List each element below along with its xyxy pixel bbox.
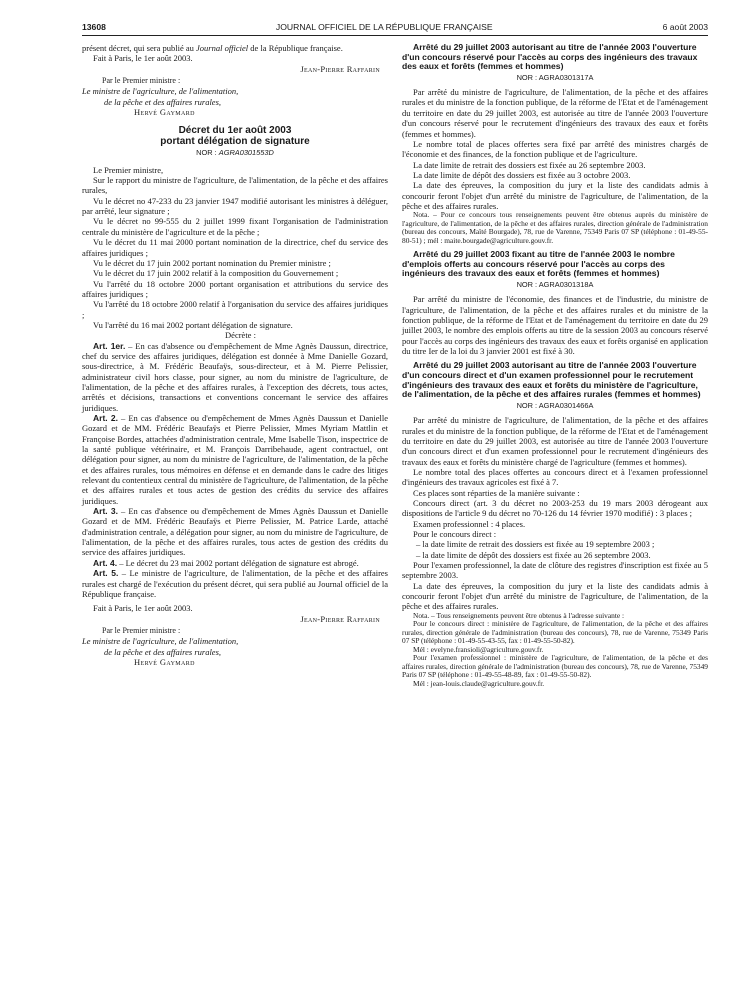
arrete3-paragraph: Examen professionnel : 4 places. [413, 518, 526, 529]
arrete3-body [402, 415, 708, 539]
minister2-title-line1: Le ministre de l'agriculture, de l'alimentation, [82, 636, 239, 647]
arrete2-body [402, 294, 708, 356]
visa-paragraph: Vu l'arrêté du 18 octobre 2000 relatif à l'organisation du service des affaires juridiques ; [82, 299, 388, 320]
arrete3-nota-line: Nota. – Tous renseignements peuvent être obtenus à l'adresse suivante : [413, 610, 625, 620]
article-text: – Le ministre de l'agriculture, de l'alimentation, de la pêche et des affaires rurales est chargé de l'exécution du présent décret, qui sera publié au Journal officiel de la République française. [82, 568, 388, 599]
signature-block-2 [82, 626, 388, 667]
signer-name: Jean-Pierre Raffarin [300, 63, 380, 74]
visa-paragraph: Vu le décret du 17 juin 2002 portant nomination du Premier ministre ; [93, 257, 331, 268]
arrete1-paragraph: Par arrêté du ministre de l'agriculture, de l'alimentation, de la pêche et des affaires rurales et du ministre de la fonction publique, de la réforme de l'Etat et de l'aménagement du territoire en date du 29 juillet 2003, est autorisée au titre de l'année 2003 l'ouverture d'un concours réservé pour le recrutement d'ingénieurs des travaux des eaux et forêts (femmes et hommes). [402, 87, 708, 139]
visa-paragraph: Vu le décret no 47-233 du 23 janvier 1947 modifié autorisant les ministres à déléguer, par arrêté, leur signature ; [82, 195, 388, 217]
arrete1-nor: NOR : AGRA0301317A [516, 72, 594, 82]
signer-name-2: Jean-Pierre Raffarin [300, 613, 380, 624]
visas-list [82, 165, 388, 331]
minister2-title-line2: de la pêche et des affaires rurales, [104, 646, 222, 657]
arrete2-title: Arrêté du 29 juillet 2003 fixant au titre de l'année 2003 le nombre d'emplois offerts au concours réservé pour l'accès au corps des ingénieurs des travaux des eaux et forêts (femmes et hommes) [402, 249, 675, 279]
decret-nor: NOR : AGRA0301553D [196, 148, 274, 158]
right-column [402, 43, 708, 688]
signature-block [82, 76, 388, 117]
arrete3-title: Arrêté du 29 juillet 2003 autorisant au titre de l'année 2003 l'ouverture d'un concours direct et d'un examen professionnel pour le recrutement d'ingénieurs des travaux des eaux et forêts du ministère de l'agriculture, de l'alimentation, de la pêche et des affaires rurales (femmes et hommes) [402, 360, 701, 400]
article-label: Art. 1er. [93, 340, 126, 351]
arrete3-paragraph: Le nombre total des places offertes au concours direct et à l'examen professionnel d'ingénieurs des travaux agricoles est fixé à 7. [402, 466, 708, 488]
par-premier-ministre-2: Par le Premier ministre : [102, 625, 181, 635]
issue-date: 6 août 2003 [662, 22, 708, 32]
article-label: Art. 2. [93, 413, 119, 423]
decrete-label: Décrète : [225, 330, 256, 341]
visa-paragraph: Vu le décret du 17 juin 2002 relatif à la composition du Gouvernement ; [93, 268, 339, 279]
arrete3-paragraph: Pour l'examen professionnel, la date de clôture des registres d'inscription est fixée au 5 septembre 2003. [402, 559, 708, 581]
visa-paragraph: Sur le rapport du ministre de l'agriculture, de l'alimentation, de la pêche et des affaires rurales, [82, 175, 388, 196]
arrete3-paragraph: La date des épreuves, la composition du jury et la liste des candidats admis à concourir feront l'objet d'un arrêté du ministre de l'agriculture, de l'alimentation, de la pêche et des affaires rurales. [402, 580, 708, 612]
fait-line-2: Fait à Paris, le 1er août 2003. [93, 603, 193, 614]
arrete2-nor: NOR : AGRA0301318A [516, 280, 594, 290]
article-label: Art. 3. [93, 506, 119, 517]
arrete1-paragraph: La date des épreuves, la composition du jury et la liste des candidats admis à concourir feront l'objet d'un arrêté du ministre de l'agriculture, de l'alimentation, de la pêche et des affaires rurales. [402, 180, 708, 211]
par-premier-ministre: Par le Premier ministre : [102, 76, 181, 86]
article-paragraph [82, 341, 388, 413]
minister-name: Hervé Gaymard [134, 107, 195, 118]
visa-paragraph: Vu le décret du 11 mai 2000 portant nomination de la directrice, chef du service des affaires juridiques ; [82, 237, 388, 258]
article-paragraph [82, 568, 388, 599]
arrete3-nota-line: Mél : evelyne.fransioli@agriculture.gouv.fr. [413, 644, 544, 654]
arrete1-paragraph: La date limite de retrait des dossiers est fixée au 26 septembre 2003. [413, 159, 646, 170]
visa-paragraph: Vu l'arrêté du 16 mai 2002 portant délégation de signature. [93, 319, 293, 330]
minister-title-line2: de la pêche et des affaires rurales, [104, 96, 222, 107]
arrete3-nota-line: Mél : jean-louis.claude@agriculture.gouv.fr. [413, 678, 545, 688]
minister-title-line1: Le ministre de l'agriculture, de l'alimentation, [82, 86, 239, 97]
arrete3-paragraph: Ces places sont réparties de la manière suivante : [413, 487, 580, 498]
arrete3-paragraph: Pour le concours direct : [413, 528, 497, 539]
article-text: – En cas d'absence ou d'empêchement de Mme Agnès Daussun, directrice, chef du service des affaires juridiques, délégation est donnée à Mme Danielle Gozard, sous-directrice, à M. Frédéric Beaufaÿs, sous-directeur, et à M. Pierre Pelissier, administrateur civil hors classe, pour signer, au nom du ministre de l'agriculture, de l'alimentation, de la pêche et des affaires rurales, à l'exception des décrets, tous actes, arrêtés et décisions, transactions et conventions concernant le service des affaires juridiques. [82, 340, 388, 413]
arrete3-nota [402, 612, 708, 689]
articles-list [82, 341, 388, 600]
arrete3-paragraph: Concours direct (art. 3 du décret no 2003-253 du 19 mars 2003 dérogeant aux dispositions de l'article 9 du décret no 70-126 du 14 février 1970 modifié) : 3 places ; [402, 497, 708, 519]
arrete3-list-item: – la date limite de retrait des dossiers est fixée au 19 septembre 2003 ; [416, 539, 655, 550]
arrete3-list-item: – la date limite de dépôt des dossiers est fixée au 26 septembre 2003. [416, 549, 651, 560]
left-column [82, 43, 388, 688]
arrete3-nota-line: Pour le concours direct : ministère de l'agriculture, de l'alimentation, de la pêche et des affaires rurales, direction générale de l'administration (bureau des concours), 78, rue de Varenne, 75349 Paris 07 SP (téléphone : 01-49-55-43-55, fax : 01-49-55-50-82). [402, 619, 708, 646]
columns [82, 43, 708, 688]
arrete3-body-2 [402, 560, 708, 612]
page-header [82, 22, 708, 36]
visa-paragraph: Vu le décret no 99-555 du 2 juillet 1999 fixant l'organisation de l'administration centrale du ministère de l'agriculture et de la pêche ; [82, 216, 388, 237]
article-text: – Le décret du 23 mai 2002 portant délégation de signature est abrogé. [117, 557, 359, 568]
arrete1-title: Arrêté du 29 juillet 2003 autorisant au titre de l'année 2003 l'ouverture d'un concours réservé pour l'accès au corps des ingénieurs des travaux des eaux et forêts (femmes et hommes) [402, 42, 698, 72]
article-text: – En cas d'absence ou d'empêchement de Mmes Agnès Daussun et Danielle Gozard et de MM. Frédéric Beaufaÿs et Pierre Pelissier, Mmes Myriam Mattlin et Françoise Bordes, attachées d'administration centrale, Mme Isabelle Tison, inspectrice de la santé publique vétérinaire, et M. François Darribehaude, agent contractuel, ont délégation pour signer, au nom du ministre de l'agriculture, de l'alimentation, de la pêche et des affaires rurales, tous mémoires en défense et en demande dans le cadre des litiges relevant du contentieux central du ministère de l'agriculture, de l'alimentation, de la pêche et des affaires rurales et tous actes de gestion des crédits du service des affaires juridiques. [82, 413, 388, 506]
visa-paragraph: Le Premier ministre, [93, 164, 164, 175]
arrete3-paragraph: Par arrêté du ministre de l'agriculture, de l'alimentation, de la pêche et des affaires rurales et du ministre de la fonction publique, de la réforme de l'Etat et de l'aménagement du territoire en date du 29 juillet 2003, est autorisée au titre de l'année 2003 l'ouverture d'un concours direct et d'un examen professionnel pour le recrutement d'ingénieurs des travaux des eaux et forêts du ministère chargé de l'agriculture (femmes et hommes). [402, 415, 708, 467]
arrete3-nota-line: Pour l'examen professionnel : ministère de l'agriculture, de l'alimentation, de la pêche et des affaires rurales, direction générale de l'administration (bureau des concours), 78, rue de Varenne, 75349 Paris 07 SP (téléphone : 01-49-55-48-89, fax : 01-49-55-50-82). [402, 653, 708, 680]
fait-line: Fait à Paris, le 1er août 2003. [93, 53, 193, 64]
intro-paragraph: présent décret, qui sera publié au Journal officiel de la République française. [82, 43, 343, 53]
article-label: Art. 5. [93, 568, 119, 579]
arrete1-paragraph: Le nombre total de places offertes sera fixé par arrêté des ministres chargés de l'économie et des finances, de la fonction publique et de l'agriculture. [402, 138, 708, 160]
arrete3-items [402, 539, 708, 560]
visa-paragraph: Vu l'arrêté du 18 octobre 2000 portant organisation et attributions du service des affaires juridiques ; [82, 278, 388, 299]
article-paragraph [82, 506, 388, 558]
article-label: Art. 4. [93, 557, 118, 568]
decret-title: Décret du 1er août 2003 portant délégation de signature [160, 125, 310, 148]
arrete3-nor: NOR : AGRA0301466A [516, 400, 594, 410]
arrete1-nota: Nota. – Pour ce concours tous renseignements peuvent être obtenus auprès du ministère de l'agriculture, de l'alimentation, de la pêche et des affaires rurales, direction générale de l'administration (bureau des concours, Maïté Bourgade), 78, rue de Varenne, 75349 Paris 07 SP (téléphone : 01-49-55-80-51) ; mél : maite.bourgade@agriculture.gouv.fr. [402, 210, 708, 245]
minister2-name: Hervé Gaymard [134, 656, 195, 667]
arrete2-paragraph: Par arrêté du ministre de l'économie, des finances et de l'industrie, du ministre de l'agriculture, de l'alimentation, de la pêche et des affaires rurales et du ministre de la fonction publique, de la réforme de l'Etat et de l'aménagement du territoire en date du 29 juillet 2003, le nombre des emplois offerts au titre de la session 2003 au concours réservé pour l'accès au corps des ingénieurs des travaux des eaux et forêts organisé en application du titre Ier de la loi du 3 janvier 2001 est fixé à 30. [402, 294, 708, 357]
page-number: 13608 [82, 22, 106, 32]
article-paragraph [82, 558, 388, 568]
article-paragraph [82, 413, 388, 506]
arrete1-paragraph: La date limite de dépôt des dossiers est fixée au 3 octobre 2003. [413, 169, 631, 180]
journal-title: JOURNAL OFFICIEL DE LA RÉPUBLIQUE FRANÇAISE [275, 22, 493, 32]
article-text: – En cas d'absence ou d'empêchement de Mmes Agnès Daussun et Danielle Gozard et de MM. Frédéric Beaufaÿs et Pierre Pelissier, M. Patrice Larde, attaché d'administration centrale, a délégation pour signer, au nom du ministre de l'agriculture, de l'alimentation, de la pêche et des affaires rurales, tous actes de gestion des crédits du service des affaires juridiques. [82, 506, 388, 558]
arrete1-body [402, 87, 708, 211]
